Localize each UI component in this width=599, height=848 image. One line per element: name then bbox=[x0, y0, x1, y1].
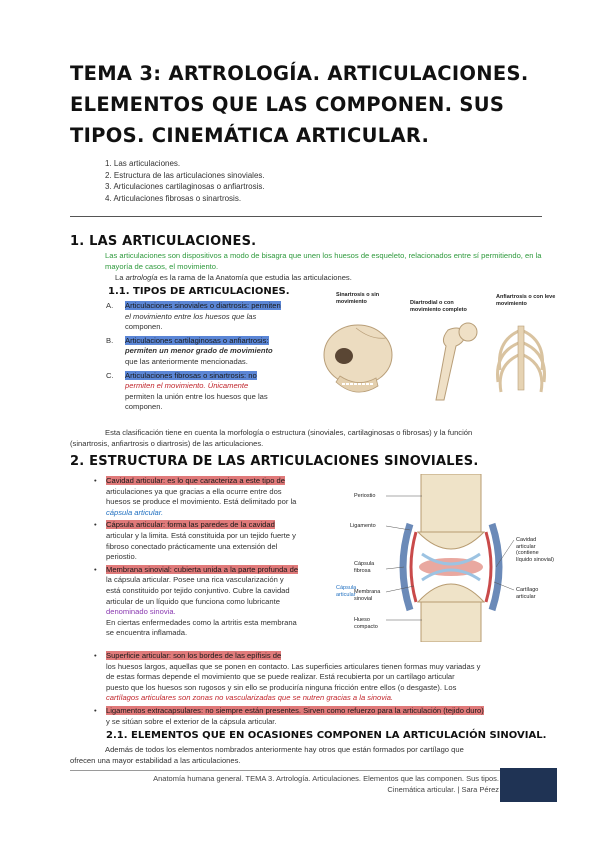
section-heading-2: 2. ESTRUCTURA DE LAS ARTICULACIONES SINOVIALES. bbox=[70, 454, 479, 469]
footer-page-box bbox=[500, 768, 557, 802]
section-heading-1: 1. LAS ARTICULACIONES. bbox=[70, 234, 257, 249]
bullet-icon: • bbox=[94, 564, 97, 574]
item-line: huesos se produce el movimiento. Está delimitado por la bbox=[106, 497, 297, 507]
item-line: y se sitúan sobre el exterior de la cápsula articular. bbox=[106, 716, 277, 726]
bullet-icon: • bbox=[94, 705, 97, 715]
item-line: cápsula articular. bbox=[106, 507, 164, 517]
figure-label: Cápsula fibrosa bbox=[354, 561, 375, 574]
figure-label: Anfiartrosis o con leve movimiento bbox=[496, 294, 556, 307]
type-line: Articulaciones cartilaginosas o anfiartrosis: bbox=[125, 335, 269, 345]
item-line: denominado sinovia. bbox=[106, 607, 176, 617]
item-line: Cavidad articular: es lo que caracteriza a este tipo de bbox=[106, 476, 285, 485]
subsection-2-1-paragraph bbox=[70, 745, 540, 766]
artrologia-paragraph bbox=[115, 273, 545, 284]
type-item-b bbox=[106, 336, 306, 368]
list-item-cavidad bbox=[94, 476, 334, 518]
text-run: La bbox=[115, 273, 126, 282]
figure-label: Sinartrosis o sin movimiento bbox=[336, 292, 380, 305]
item-line: de estas formas depende el movimiento que se puede realizar. Está recubierta por un cartílago articular bbox=[106, 672, 455, 682]
figure-label: Membrana sinovial bbox=[354, 589, 381, 602]
list-item-ligamentos bbox=[94, 705, 546, 727]
item-line: periostio. bbox=[106, 552, 137, 562]
item-line: la cápsula articular. Posee una rica vascularización y bbox=[106, 575, 284, 585]
toc-item: 4. Articulaciones fibrosas o sinartrosis. bbox=[105, 193, 242, 203]
bullet-icon: • bbox=[94, 520, 97, 530]
page-title: TEMA 3: ARTROLOGÍA. ARTICULACIONES. ELEMENTOS QUE LAS COMPONEN. SUS TIPOS. CINEMÁTICA ARTICULAR. bbox=[70, 62, 529, 147]
toc-item: 3. Articulaciones cartilaginosas o anfiartrosis. bbox=[105, 182, 265, 191]
type-line: permiten el movimiento. Únicamente bbox=[125, 381, 249, 391]
toc-item: 1. Las articulaciones. bbox=[105, 159, 181, 168]
subsection-heading-1-1: 1.1. TIPOS DE ARTICULACIONES. bbox=[108, 286, 290, 297]
item-line: articular y la limita. Está constituida por un tejido fuerte y bbox=[106, 530, 296, 540]
list-marker: B. bbox=[106, 335, 114, 345]
item-line: Ligamentos extracapsulares: no siempre están presentes. Sirven como refuerzo para la articulación (tejido duro) bbox=[106, 705, 484, 715]
footer-line: Anatomía humana general. TEMA 3. Artrología. Articulaciones. Elementos que las componen. Sus tipos. bbox=[153, 774, 499, 783]
intro-text: Las articulaciones son dispositivos a modo de bisagra que unen los huesos de esqueleto, relacionados entre sí permitiendo, en la mayoría de casos, el movimiento. bbox=[105, 251, 542, 271]
type-item-a bbox=[106, 301, 306, 333]
bullet-icon: • bbox=[94, 476, 97, 485]
item-line: cartílagos articulares son zonas no vascularizadas que se nutren gracias a la sinovia. bbox=[106, 693, 394, 703]
paragraph-line: ofrecen una mayor estabilidad a las articulaciones. bbox=[70, 755, 241, 765]
figure-label: Diartrodial o con movimiento completo bbox=[410, 300, 467, 313]
text-run: es la rama de la Anatomía que estudia las articulaciones. bbox=[157, 273, 352, 282]
type-line: permiten un menor grado de movimiento bbox=[125, 346, 273, 356]
footer-rule bbox=[70, 770, 500, 771]
synovial-joint-figure bbox=[336, 474, 556, 642]
section-divider bbox=[70, 216, 542, 217]
item-line: articulaciones ya que gracias a ella ocurre entre dos bbox=[106, 486, 282, 496]
item-line: En ciertas enfermedades como la artritis esta membrana bbox=[106, 617, 297, 627]
figure-label: Cápsula articular bbox=[336, 585, 357, 598]
item-line: articular de un líquido que funciona como lubricante bbox=[106, 596, 280, 606]
type-line: componen. bbox=[125, 322, 163, 332]
list-item-capsula bbox=[94, 520, 334, 562]
figure-label: Ligamento bbox=[350, 523, 376, 529]
figure-label: Periostio bbox=[354, 493, 376, 499]
classification-line: Esta clasificación tiene en cuenta la morfología o estructura (sinoviales, cartilaginosas o fibrosas) y la función bbox=[105, 428, 473, 437]
intro-paragraph bbox=[105, 251, 545, 272]
type-line: componen. bbox=[125, 402, 163, 412]
list-marker: A. bbox=[106, 301, 114, 310]
term: artrología bbox=[125, 273, 158, 282]
synovial-structure-list bbox=[94, 476, 334, 641]
paragraph-line: Además de todos los elementos nombrados anteriormente hay otros que están formados por cartílago que bbox=[105, 745, 464, 754]
table-of-contents bbox=[105, 158, 265, 204]
classification-paragraph bbox=[70, 428, 540, 449]
item-line: Cápsula articular: forma las paredes de la cavidad bbox=[106, 520, 275, 530]
type-line: que las anteriormente mencionadas. bbox=[125, 356, 248, 366]
synovial-structure-list-continued bbox=[94, 651, 546, 727]
item-line: se encuentra inflamada. bbox=[106, 628, 188, 638]
joint-types-illustration bbox=[316, 290, 556, 408]
type-line: el movimiento entre los huesos que las bbox=[125, 311, 257, 321]
figure-label: Hueso compacto bbox=[354, 617, 378, 630]
type-line: Articulaciones fibrosas o sinartrosis: no bbox=[125, 370, 257, 380]
list-item-superficie bbox=[94, 651, 546, 704]
item-line: los huesos largos, aquellas que se ponen en contacto. Las superficies articulares tienen formas muy variadas y bbox=[106, 661, 481, 671]
list-marker: C. bbox=[106, 370, 114, 380]
type-item-c bbox=[106, 371, 306, 413]
item-line: puesto que los huesos son rugosos y sin ello se produciría ninguna fricción entre ellos (o desgaste). Los bbox=[106, 682, 457, 692]
footer-line: Cinemática articular. | Sara Pérez bbox=[387, 785, 499, 794]
item-line: fibroso conectado prácticamente una extensión del bbox=[106, 541, 278, 551]
toc-item: 2. Estructura de las articulaciones sinoviales. bbox=[105, 170, 265, 180]
figure-label: Cartílago articular bbox=[516, 587, 539, 600]
subsection-heading-2-1: 2.1. ELEMENTOS QUE EN OCASIONES COMPONEN LA ARTICULACIÓN SINOVIAL. bbox=[106, 730, 547, 741]
page-footer bbox=[70, 773, 499, 795]
type-line: permiten la unión entre los huesos que las bbox=[125, 391, 268, 401]
item-line: está constituido por tejido conjuntivo. Cubre la cavidad bbox=[106, 585, 290, 595]
item-line: Membrana sinovial: cubierta unida a la parte profunda de bbox=[106, 564, 299, 574]
bullet-icon: • bbox=[94, 651, 97, 660]
types-list bbox=[106, 301, 306, 413]
item-line: Superficie articular: son los bordes de las epífisis de bbox=[106, 651, 282, 660]
figure-label: Cavidad articular (contiene líquido sinovial) bbox=[516, 537, 554, 563]
list-item-membrana bbox=[94, 564, 334, 639]
joint-types-figure bbox=[316, 290, 556, 408]
classification-line: (sinartrosis, anfiartrosis o diartrosis) de las articulaciones. bbox=[70, 438, 264, 448]
type-line: Articulaciones sinoviales o diartrosis: permiten bbox=[125, 301, 281, 310]
